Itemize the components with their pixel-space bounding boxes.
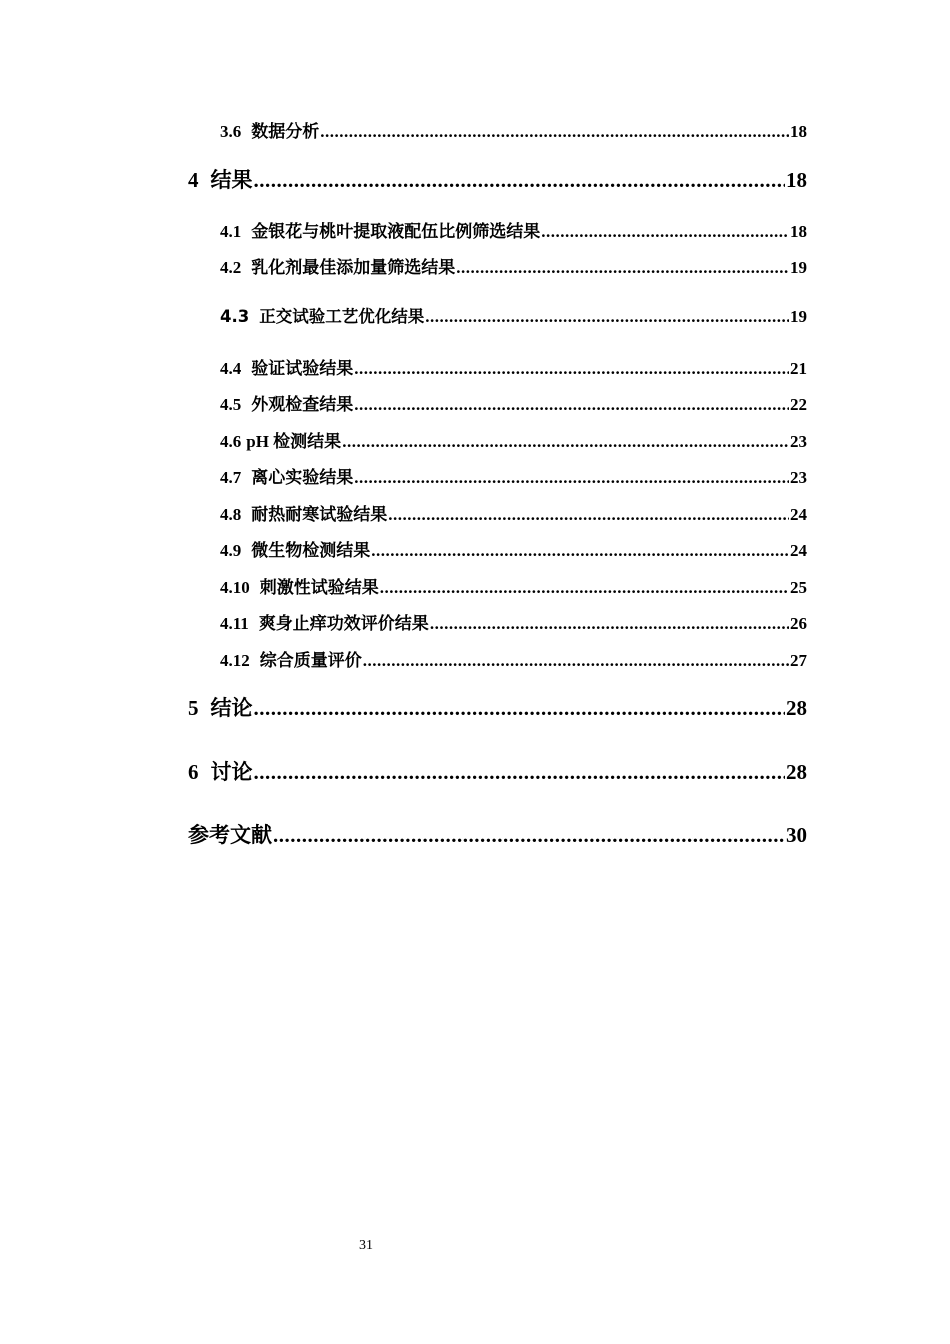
- toc-entry-4-3[interactable]: [220, 303, 807, 327]
- dot-leader: [371, 541, 789, 561]
- toc-entry-page: 25: [790, 578, 807, 597]
- dot-leader: [354, 359, 789, 379]
- toc-entry-title: 爽身止痒功效评价结果: [258, 614, 429, 633]
- dot-leader: [320, 122, 789, 142]
- dot-leader: [425, 307, 789, 327]
- toc-entry-number: 4.5: [220, 395, 242, 414]
- toc-entry-number: 3.6: [220, 122, 242, 141]
- toc-entry-page: 28: [786, 760, 807, 784]
- toc-entry-4-1[interactable]: [220, 217, 807, 242]
- toc-entry-page: 21: [790, 359, 807, 378]
- toc-entry-number: 4.4: [220, 359, 242, 378]
- toc-entry-4-6[interactable]: [220, 427, 807, 452]
- toc-entry-number: 4.6: [220, 432, 242, 451]
- toc-entry-6[interactable]: [188, 756, 807, 786]
- toc-entry-title: 离心实验结果: [251, 468, 354, 487]
- toc-entry-4[interactable]: [188, 164, 807, 194]
- toc-entry-title: 金银花与桃叶提取液配伍比例筛选结果: [251, 222, 541, 241]
- dot-leader: [273, 823, 785, 848]
- toc-entry-page: 30: [786, 823, 807, 847]
- dot-leader: [354, 395, 789, 415]
- toc-entry-4-11[interactable]: [220, 609, 807, 634]
- dot-leader: [354, 468, 789, 488]
- toc-entry-number: 4.8: [220, 505, 242, 524]
- toc-entry-4-4[interactable]: [220, 354, 807, 379]
- toc-entry-page: 18: [786, 168, 807, 192]
- toc-entry-page: 23: [790, 432, 807, 451]
- toc-entry-number: 4.2: [220, 258, 242, 277]
- toc-entry-title: pH 检测结果: [246, 432, 342, 451]
- dot-leader: [363, 651, 789, 671]
- toc-entry-title: 参考文献: [188, 823, 272, 847]
- toc-entry-3-6[interactable]: [220, 117, 807, 142]
- dot-leader: [254, 696, 786, 721]
- toc-entry-4-5[interactable]: [220, 390, 807, 415]
- page-number: 31: [359, 1238, 373, 1253]
- toc-entry-title: 耐热耐寒试验结果: [251, 505, 388, 524]
- toc-entry-number: 5: [188, 696, 199, 720]
- toc-entry-page: 18: [790, 122, 807, 141]
- dot-leader: [254, 760, 786, 785]
- dot-leader: [342, 432, 789, 452]
- dot-leader: [430, 614, 789, 634]
- toc-entry-page: 27: [790, 651, 807, 670]
- toc-entry-page: 28: [786, 696, 807, 720]
- toc-entry-title: 结论: [210, 696, 253, 720]
- toc-entry-number: 4.11: [220, 614, 249, 633]
- toc-entry-title: 正交试验工艺优化结果: [259, 307, 425, 326]
- toc-entry-title: 外观检查结果: [251, 395, 354, 414]
- toc-entry-4-8[interactable]: [220, 500, 807, 525]
- toc-entry-title: 刺激性试验结果: [259, 578, 379, 597]
- toc-entry-number: 4.12: [220, 651, 250, 670]
- toc-entry-references[interactable]: [188, 819, 807, 849]
- toc-entry-4-7[interactable]: [220, 463, 807, 488]
- toc-entry-page: 19: [790, 307, 807, 326]
- toc-entry-page: 26: [790, 614, 807, 633]
- dot-leader: [380, 578, 789, 598]
- toc-entry-title: 结果: [210, 168, 253, 192]
- toc-entry-title: 验证试验结果: [251, 359, 354, 378]
- toc-entry-number: 4.10: [220, 578, 250, 597]
- toc-entry-page: 22: [790, 395, 807, 414]
- toc-entry-number: 4: [188, 168, 199, 192]
- toc-entry-page: 19: [790, 258, 807, 277]
- toc-entry-number: 4.1: [220, 222, 242, 241]
- toc-entry-page: 24: [790, 541, 807, 560]
- toc-entry-number: 4.3: [220, 307, 250, 326]
- toc-entry-4-9[interactable]: [220, 536, 807, 561]
- toc-entry-title: 乳化剂最佳添加量筛选结果: [251, 258, 456, 277]
- dot-leader: [456, 258, 789, 278]
- toc-entry-4-10[interactable]: [220, 573, 807, 598]
- toc-entry-number: 4.9: [220, 541, 242, 560]
- dot-leader: [254, 168, 786, 193]
- toc-entry-page: 18: [790, 222, 807, 241]
- toc-entry-4-2[interactable]: [220, 253, 807, 278]
- toc-entry-title: 讨论: [210, 760, 253, 784]
- dot-leader: [541, 222, 789, 242]
- toc-entry-number: 4.7: [220, 468, 242, 487]
- toc-entry-page: 23: [790, 468, 807, 487]
- toc-entry-title: 数据分析: [251, 122, 320, 141]
- toc-entry-title: 微生物检测结果: [251, 541, 371, 560]
- dot-leader: [388, 505, 789, 525]
- toc-entry-page: 24: [790, 505, 807, 524]
- toc-entry-5[interactable]: [188, 692, 807, 722]
- toc-entry-title: 综合质量评价: [259, 651, 362, 670]
- toc-entry-4-12[interactable]: [220, 646, 807, 671]
- toc-entry-number: 6: [188, 760, 199, 784]
